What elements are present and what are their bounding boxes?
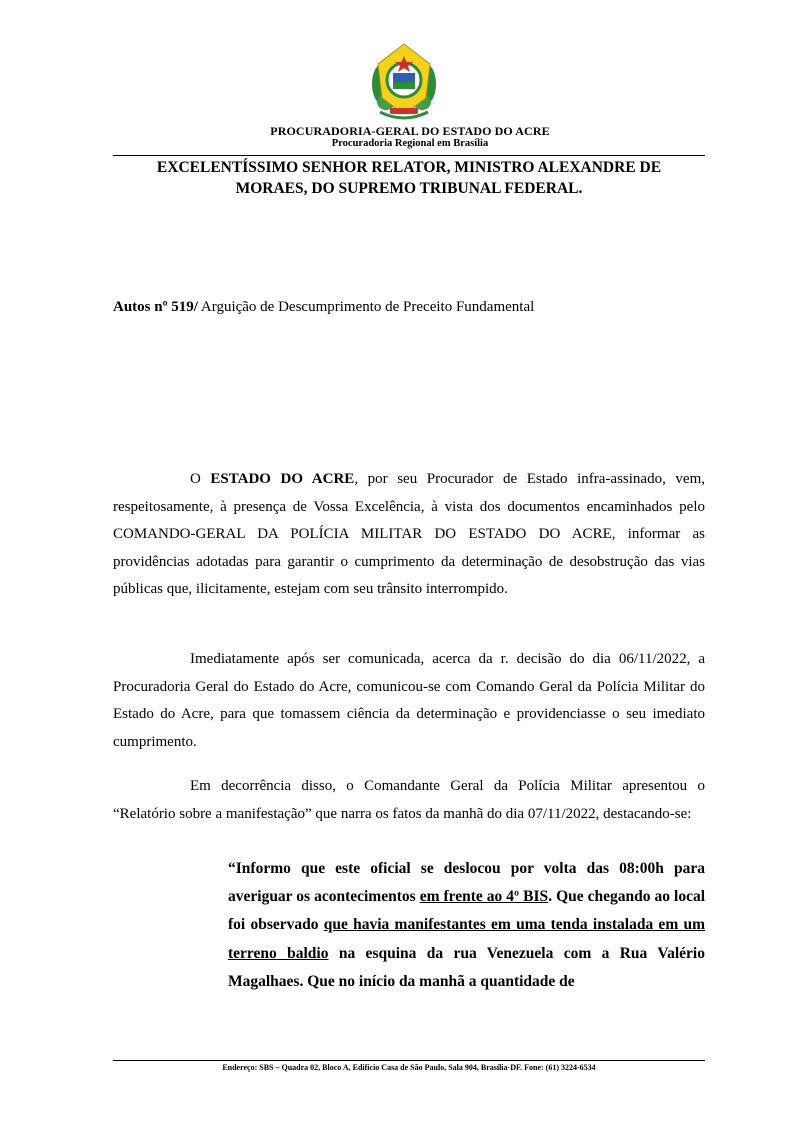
paragraph-report-text: Em decorrência disso, o Comandante Geral da Polícia Militar apresentou o “Relatório sobre a manifestação” que narra os fatos da manhã do dia 07/11/2022, destacando-se: [113,778,705,822]
paragraph-communication [113,646,705,756]
footer-address: Endereço: SBS – Quadra 02, Bloco A, Edifício Casa de São Paulo, Sala 904, Brasília-DF. Fone: (61) 3224-6534 [222,1063,596,1072]
addressee [113,157,705,199]
quote-part-3: na esquina da rua Venezuela com a Rua Valério Magalhaes. Que no início da manhã a quantidade de [228,944,705,990]
case-number: Autos nº 519/ [113,299,198,315]
report-quotation [228,855,705,996]
paragraph-intro-start: O [190,471,211,487]
header-divider [113,155,705,156]
party-name: ESTADO DO ACRE [210,471,355,487]
addressee-line-1: EXCELENTÍSSIMO SENHOR RELATOR, MINISTRO ALEXANDRE DE [156,159,662,176]
quote-underline-2: que havia manifestantes em uma tenda instalada em um terreno baldio [228,916,706,962]
case-type: Arguição de Descumprimento de Preceito Fundamental [197,299,535,315]
quote-part-2: . Que chegando ao local foi observado [228,888,706,934]
paragraph-report [113,773,705,828]
state-coat-of-arms-icon [370,42,438,120]
paragraph-communication-text: Imediatamente após ser comunicada, acerca da r. decisão do dia 06/11/2022, a Procuradoria Geral do Estado do Acre, comunicou-se com Comando Geral da Polícia Militar do Estado do Acre, para que tomassem ciência da determinação e providenciasse o seu imediato cumprimento. [113,651,705,750]
quote-part-1: “Informo que este oficial se deslocou por volta das 08:00h para averiguar os acontecimentos [228,860,705,906]
quote-underline-1: em frente ao 4º BIS [419,888,549,906]
paragraph-intro [113,466,705,604]
organization-title: PROCURADORIA-GERAL DO ESTADO DO ACRE [270,124,550,138]
addressee-line-2: MORAES, DO SUPREMO TRIBUNAL FEDERAL. [235,180,583,197]
regional-office-subtitle: Procuradoria Regional em Brasília [331,138,489,149]
paragraph-intro-text: , por seu Procurador de Estado infra-assinado, vem, respeitosamente, à presença de Vossa Excelência, à vista dos documentos encaminhados pelo COMANDO-GERAL DA POLÍCIA MILITAR DO ESTADO DO ACRE, informar as providências adotadas para garantir o cumprimento da determinação de desobstrução das vias públicas que, ilicitamente, estejam com seu trânsito interrompido. [113,471,705,597]
footer-divider [113,1060,705,1061]
case-reference [113,299,534,316]
